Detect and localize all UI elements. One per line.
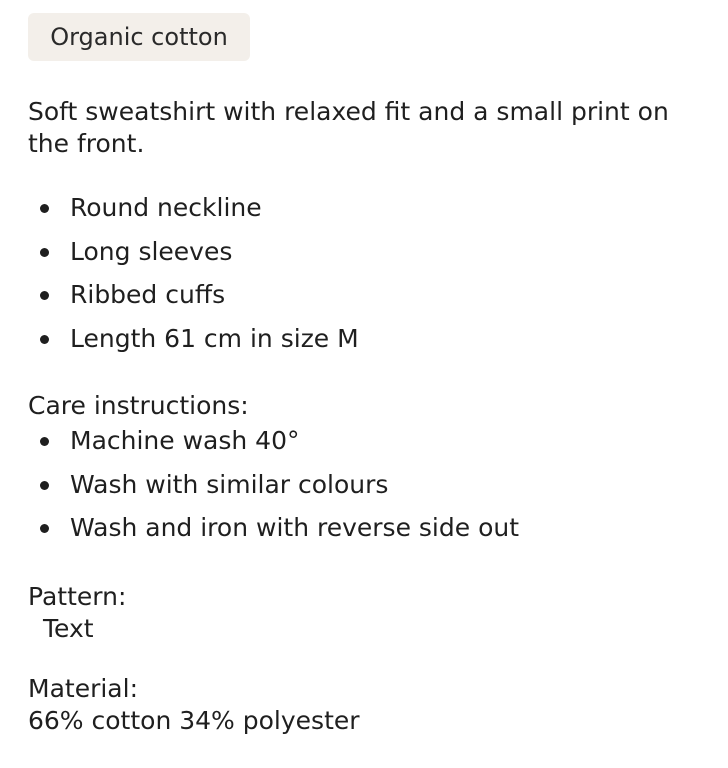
bullet-icon [40, 437, 49, 446]
care-text: Wash with similar colours [70, 469, 389, 499]
material-value: 66% cotton 34% polyester [28, 706, 360, 735]
bullet-icon [40, 291, 49, 300]
pattern-heading: Pattern: [28, 582, 127, 611]
bullet-icon [40, 524, 49, 533]
feature-text: Round neckline [70, 193, 262, 222]
care-item [28, 421, 708, 465]
feature-item [28, 319, 708, 363]
care-text: Machine wash 40° [70, 426, 300, 455]
bullet-icon [40, 204, 49, 213]
care-item [28, 465, 708, 509]
product-description: Soft sweatshirt with relaxed fit and a small print on the front. [28, 97, 669, 158]
feature-item [28, 275, 708, 319]
feature-item [28, 188, 708, 232]
bullet-icon [40, 248, 49, 257]
organic-cotton-badge [28, 13, 250, 61]
care-instructions-list [28, 421, 708, 552]
care-item [28, 508, 708, 552]
feature-text: Length 61 cm in size M [70, 323, 359, 353]
care-instructions-heading: Care instructions: [28, 391, 249, 420]
care-text: Wash and iron with reverse side out [70, 513, 520, 543]
bullet-icon [40, 335, 49, 344]
feature-item [28, 232, 708, 276]
feature-text: Long sleeves [70, 236, 233, 266]
badge-label: Organic cotton [50, 23, 228, 51]
material-heading: Material: [28, 674, 138, 703]
bullet-icon [40, 481, 49, 490]
pattern-value: Text [43, 614, 94, 643]
feature-text: Ribbed cuffs [70, 280, 226, 310]
features-list [28, 188, 708, 362]
